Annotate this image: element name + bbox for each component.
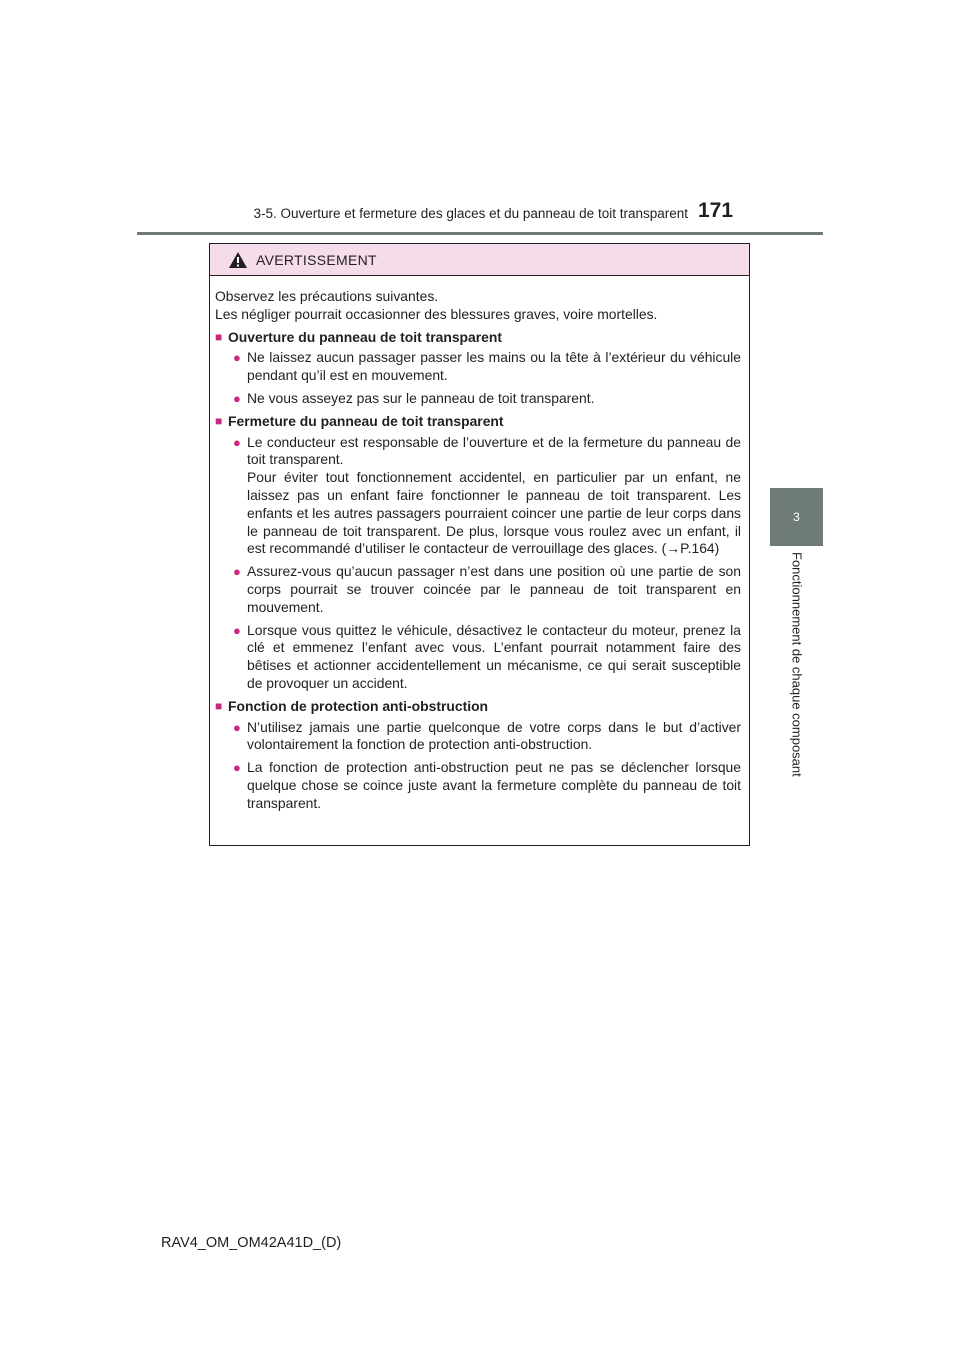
bullet-item [233,719,741,755]
circle-icon: ● [233,564,241,580]
square-icon: ■ [215,413,223,428]
bullet-paragraph: Ne vous asseyez pas sur le panneau de toit transparent. [247,389,595,406]
section-heading: 3-5. Ouverture et fermeture des glaces et du panneau de toit transparent [253,206,688,221]
bullet-item [233,759,741,812]
bullet-text [247,563,741,616]
bullet-paragraph: La fonction de protection anti-obstruction peut ne pas se déclencher lorsque quelque chose se coince juste avant la fermeture complète du panneau de toit transparent. [247,759,741,811]
bullet-paragraph: N’utilisez jamais une partie quelconque de votre corps dans le but d’activer volontairement la fonction de protection anti-obstruction. [247,718,741,753]
circle-icon: ● [233,350,241,366]
square-icon: ■ [215,329,223,344]
section-title-text: Fermeture du panneau de toit transparent [228,412,504,429]
bullet-paragraph: Lorsque vous quittez le véhicule, désactivez le contacteur du moteur, prenez la clé et emmenez l’enfant avec vous. L’enfant pourrait notamment faire des bêtises et actionner accidentellement un mécanisme, ce qui serait susceptible de provoquer un accident. [247,621,741,691]
bullet-item [233,563,741,616]
bullet-text [247,759,741,812]
chapter-number: 3 [793,510,800,524]
warning-title: AVERTISSEMENT [256,251,377,268]
section-title [215,413,741,431]
bullet-item [233,622,741,693]
circle-icon: ● [233,760,241,776]
bullet-paragraph: Ne laissez aucun passager passer les mains ou la tête à l’extérieur du véhicule pendant qu’il est en mouvement. [247,349,741,384]
intro-line: Observez les précautions suivantes. [215,288,439,304]
bullet-paragraph: Pour éviter tout fonctionnement accidentel, en particulier par un enfant, ne laissez pas un enfant faire fonctionner le panneau de toit transparent. Les enfants et les autres passagers pourraient coincer une partie de leur corps dans le panneau de toit transparent. De plus, lorsque vous roulez avec un enfant, il est recommandé d’utiliser le contacteur de verrouillage des glaces. (→P.164) [247,469,741,557]
circle-icon: ● [233,622,241,638]
circle-icon: ● [233,719,241,735]
header-divider [137,232,823,235]
circle-icon: ● [233,434,241,450]
bullet-item [233,349,741,385]
warning-triangle-icon [228,251,248,269]
bullet-paragraph: Le conducteur est responsable de l’ouverture et de la fermeture du panneau de toit transparent. [247,433,741,468]
warning-body [210,276,749,813]
bullet-item [233,390,741,408]
chapter-title: Fonctionnement de chaque composant [789,552,805,777]
circle-icon: ● [233,390,241,406]
bullet-text [247,434,741,559]
bullet-text [247,622,741,693]
bullet-text [247,390,741,408]
warning-intro [215,288,741,324]
warning-box [209,243,750,846]
section-title [215,329,741,347]
warning-header [210,244,749,276]
bullet-text [247,719,741,755]
intro-line: Les négliger pourrait occasionner des blessures graves, voire mortelles. [215,305,658,322]
manual-code: RAV4_OM_OM42A41D_(D) [161,1235,342,1251]
page-number: 171 [698,199,734,222]
square-icon: ■ [215,698,223,713]
section-title-text: Fonction de protection anti-obstruction [228,697,489,714]
section-title [215,698,741,716]
bullet-paragraph: Assurez-vous qu’aucun passager n’est dans une position où une partie de son corps pourrait se trouver coincée par le panneau de toit transparent en mouvement. [247,563,741,615]
bullet-text [247,349,741,385]
section-title-text: Ouverture du panneau de toit transparent [228,328,502,345]
chapter-tab[interactable] [770,488,823,546]
bullet-item [233,434,741,559]
